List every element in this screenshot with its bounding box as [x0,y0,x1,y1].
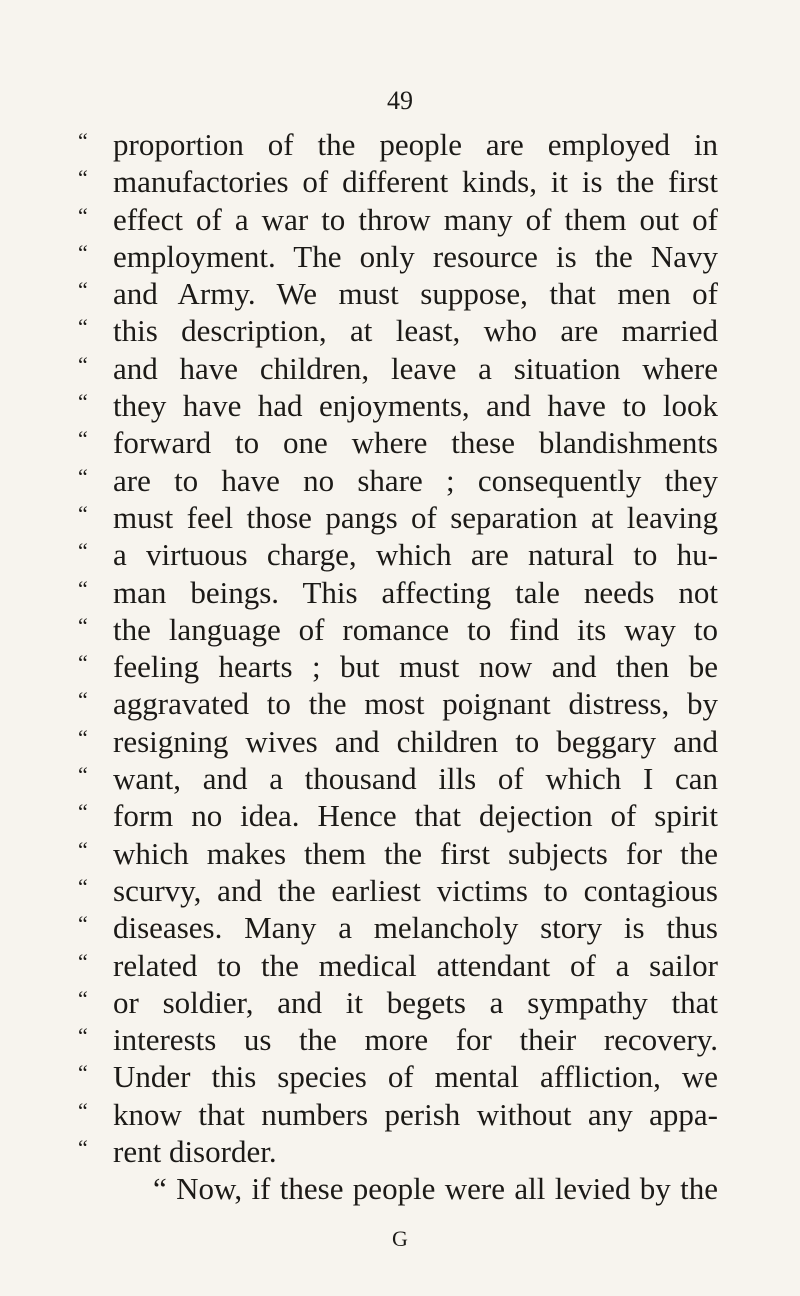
quote-mark: “ [78,762,88,788]
quote-mark: “ [78,128,88,153]
line-text: employment. The only resource is the Navy [113,238,718,274]
text-line [78,760,718,797]
line-text: a virtuous charge, which are natural to hu- [113,537,718,573]
text-line [78,275,718,312]
text-line [78,723,718,760]
text-line [78,424,718,461]
text-line [78,238,718,275]
text-line [78,685,718,722]
quote-mark: “ [78,426,88,452]
text-line [78,126,718,163]
line-text: they have had enjoyments, and have to look [113,388,718,424]
text-line [78,387,718,424]
text-line [78,499,718,536]
line-text: rent disorder. [113,1134,277,1170]
line-text: and have children, leave a situation where [113,350,718,386]
quote-mark: “ [78,873,88,899]
quote-mark: “ [78,538,88,564]
quote-mark: “ [78,1097,88,1123]
text-line [78,611,718,648]
line-text: and Army. We must suppose, that men of [113,276,718,312]
quote-mark: “ [78,202,88,228]
quote-mark: “ [153,1171,167,1207]
body-text [78,126,718,1208]
line-text: aggravated to the most poignant distress, by [113,686,718,722]
line-text: are to have no share ; consequently they [113,462,718,498]
text-line [78,872,718,909]
quote-mark: “ [78,1023,88,1049]
quote-mark: “ [78,463,88,489]
quote-mark: “ [78,575,88,601]
line-text: proportion of the people are employed in [113,127,718,162]
line-text: Under this species of mental affliction, we [113,1059,718,1095]
text-line [78,350,718,387]
signature-mark: G [392,1226,408,1251]
text-line [78,797,718,834]
page-number: 49 [387,86,413,115]
line-text: know that numbers perish without any appa- [113,1096,718,1132]
text-line [78,648,718,685]
line-text: forward to one where these blandishments [113,425,718,461]
line-text: form no idea. Hence that dejection of spirit [113,798,718,834]
quote-mark: “ [78,985,88,1011]
text-line [78,312,718,349]
quote-mark: “ [78,389,88,415]
text-line [78,909,718,946]
text-line [78,835,718,872]
text-line [78,1021,718,1058]
quote-mark: “ [78,1135,88,1161]
text-line [78,1133,718,1170]
text-line [78,1170,718,1207]
quote-mark: “ [78,911,88,937]
quote-mark: “ [78,314,88,340]
line-text: want, and a thousand ills of which I can [113,761,718,797]
quote-mark: “ [78,165,88,191]
line-text: or soldier, and it begets a sympathy that [113,984,718,1020]
line-text: resigning wives and children to beggary and [113,723,718,759]
quote-mark: “ [78,351,88,377]
line-text: the language of romance to find its way to [113,611,718,647]
text-line [78,574,718,611]
text-line [78,947,718,984]
quote-mark: “ [78,277,88,303]
line-text: interests us the more for their recovery. [113,1022,718,1058]
line-text: diseases. Many a melancholy story is thus [113,910,718,946]
line-text: scurvy, and the earliest victims to contagious [113,872,718,908]
quote-mark: “ [78,687,88,713]
line-text-content: Now, if these people were all levied by the [176,1171,719,1207]
line-text: effect of a war to throw many of them out of [113,201,718,237]
text-line [78,201,718,238]
line-text: must feel those pangs of separation at leaving [113,499,718,535]
line-text [153,1170,718,1207]
text-line [78,984,718,1021]
text-line [78,163,718,200]
line-text: this description, at least, who are married [113,313,718,349]
text-line [78,536,718,573]
text-line [78,1096,718,1133]
text-line [78,462,718,499]
quote-mark: “ [78,612,88,638]
quote-mark: “ [78,724,88,750]
quote-mark: “ [78,948,88,974]
quote-mark: “ [78,1060,88,1086]
quote-mark: “ [78,239,88,265]
quote-mark: “ [78,650,88,676]
text-line [78,1058,718,1095]
line-text: man beings. This affecting tale needs not [113,574,718,610]
line-text: which makes them the first subjects for the [113,835,718,871]
line-text: related to the medical attendant of a sailor [113,947,718,983]
line-text: manufactories of different kinds, it is the first [113,164,718,200]
line-text: feeling hearts ; but must now and then be [113,649,718,685]
quote-mark: “ [78,500,88,526]
quote-mark: “ [78,799,88,825]
quote-mark: “ [78,836,88,862]
